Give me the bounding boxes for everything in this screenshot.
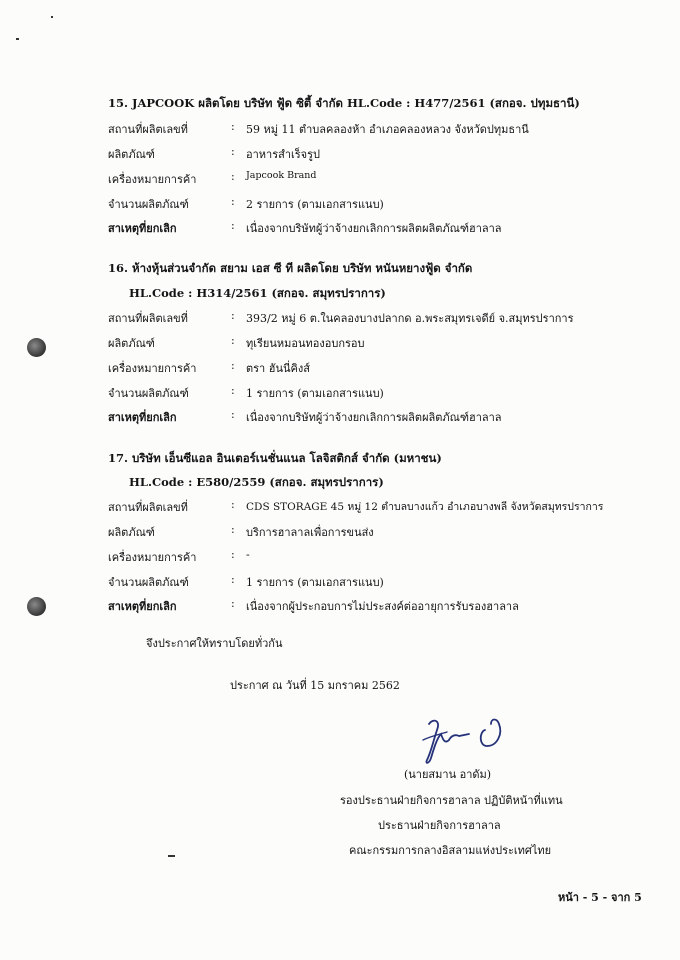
field-label: สาเหตุที่ยกเลิก bbox=[108, 600, 177, 613]
item-17-row-count bbox=[108, 573, 668, 589]
field-value: 393/2 หมู่ 6 ต.ในคลองบางปลากด อ.พระสมุทรเจดีย์ จ.สมุทรปราการ bbox=[246, 312, 574, 325]
signatory-position-1: รองประธานฝ่ายกิจการฮาลาล ปฏิบัติหน้าที่แทน bbox=[340, 794, 563, 807]
item-15-row-trademark bbox=[108, 170, 668, 186]
field-colon: : bbox=[231, 548, 235, 561]
closing-statement: จึงประกาศให้ทราบโดยทั่วกัน bbox=[146, 637, 283, 650]
scan-speck bbox=[51, 16, 53, 18]
field-label: ผลิตภัณฑ์ bbox=[108, 337, 155, 350]
field-label: ผลิตภัณฑ์ bbox=[108, 148, 155, 161]
field-label: เครื่องหมายการค้า bbox=[108, 173, 197, 186]
field-colon: : bbox=[231, 145, 235, 158]
signatory-name: (นายสมาน อาดัม) bbox=[404, 768, 492, 781]
field-value: - bbox=[246, 548, 250, 561]
item-16-subheading: HL.Code : H314/2561 (สกอจ. สมุทรปราการ) bbox=[129, 286, 386, 300]
item-16-row-reason bbox=[108, 408, 668, 424]
field-colon: : bbox=[231, 219, 235, 232]
signatory-organization: คณะกรรมการกลางอิสลามแห่งประเทศไทย bbox=[349, 844, 552, 857]
signature bbox=[415, 710, 515, 766]
field-value: เนื่องจากบริษัทผู้ว่าจ้างยกเลิกการผลิตผลิตภัณฑ์ฮาลาล bbox=[246, 222, 502, 235]
field-value: 1 รายการ (ตามเอกสารแนบ) bbox=[246, 576, 384, 589]
scan-speck bbox=[168, 855, 175, 857]
field-value: เนื่องจากผู้ประกอบการไม่ประสงค์ต่ออายุการรับรองฮาลาล bbox=[246, 600, 519, 613]
field-value: 59 หมู่ 11 ตำบลคลองห้า อำเภอคลองหลวง จังหวัดปทุมธานี bbox=[246, 123, 529, 136]
signatory-position-2: ประธานฝ่ายกิจการฮาลาล bbox=[378, 819, 501, 832]
item-15-heading: 15. JAPCOOK ผลิตโดย บริษัท ฟู้ด ซิตี้ จำกัด HL.Code : H477/2561 (สกอจ. ปทุมธานี) bbox=[108, 96, 580, 110]
binder-hole-top bbox=[27, 338, 46, 357]
field-colon: : bbox=[231, 170, 235, 183]
field-value: บริการฮาลาลเพื่อการขนส่ง bbox=[246, 526, 374, 539]
item-16-row-count bbox=[108, 384, 668, 400]
page-number: หน้า - 5 - จาก 5 bbox=[558, 891, 642, 904]
item-17-row-product bbox=[108, 523, 668, 539]
field-label: สถานที่ผลิตเลขที่ bbox=[108, 123, 188, 136]
field-colon: : bbox=[231, 597, 235, 610]
item-17-row-reason bbox=[108, 597, 668, 613]
field-label: สาเหตุที่ยกเลิก bbox=[108, 222, 177, 235]
field-label: สถานที่ผลิตเลขที่ bbox=[108, 501, 188, 514]
announcement-date: ประกาศ ณ วันที่ 15 มกราคม 2562 bbox=[230, 679, 400, 692]
field-colon: : bbox=[231, 309, 235, 322]
field-colon: : bbox=[231, 195, 235, 208]
field-label: จำนวนผลิตภัณฑ์ bbox=[108, 576, 189, 589]
item-16-row-product bbox=[108, 334, 668, 350]
item-15-row-reason bbox=[108, 219, 668, 235]
item-17-subheading: HL.Code : E580/2559 (สกอจ. สมุทรปราการ) bbox=[129, 475, 384, 489]
item-17-heading: 17. บริษัท เอ็นซีแอล อินเตอร์เนชั่นแนล โลจิสติกส์ จำกัด (มหาชน) bbox=[108, 451, 442, 465]
field-value: 1 รายการ (ตามเอกสารแนบ) bbox=[246, 387, 384, 400]
item-15-row-location bbox=[108, 120, 668, 136]
field-colon: : bbox=[231, 573, 235, 586]
item-17-row-trademark bbox=[108, 548, 668, 564]
field-value: 2 รายการ (ตามเอกสารแนบ) bbox=[246, 198, 384, 211]
binder-hole-bottom bbox=[27, 597, 46, 616]
field-label: ผลิตภัณฑ์ bbox=[108, 526, 155, 539]
item-15-row-product bbox=[108, 145, 668, 161]
field-colon: : bbox=[231, 120, 235, 133]
field-label: สถานที่ผลิตเลขที่ bbox=[108, 312, 188, 325]
field-label: จำนวนผลิตภัณฑ์ bbox=[108, 387, 189, 400]
item-16-heading: 16. ห้างหุ้นส่วนจำกัด สยาม เอส ซี ที ผลิตโดย บริษัท หนันหยางฟู้ด จำกัด bbox=[108, 261, 473, 275]
field-colon: : bbox=[231, 408, 235, 421]
item-17-row-location bbox=[108, 498, 668, 514]
field-value: อาหารสำเร็จรูป bbox=[246, 148, 321, 161]
field-label: เครื่องหมายการค้า bbox=[108, 362, 197, 375]
field-label: เครื่องหมายการค้า bbox=[108, 551, 197, 564]
field-value: ทุเรียนหมอนทองอบกรอบ bbox=[246, 337, 365, 350]
item-16-row-location bbox=[108, 309, 668, 325]
item-15-row-count bbox=[108, 195, 668, 211]
field-colon: : bbox=[231, 523, 235, 536]
field-colon: : bbox=[231, 384, 235, 397]
field-label: สาเหตุที่ยกเลิก bbox=[108, 411, 177, 424]
field-value: เนื่องจากบริษัทผู้ว่าจ้างยกเลิกการผลิตผลิตภัณฑ์ฮาลาล bbox=[246, 411, 502, 424]
field-value: Japcook Brand bbox=[246, 170, 317, 181]
field-label: จำนวนผลิตภัณฑ์ bbox=[108, 198, 189, 211]
scan-speck bbox=[16, 38, 19, 40]
field-colon: : bbox=[231, 359, 235, 372]
field-colon: : bbox=[231, 334, 235, 347]
field-value: CDS STORAGE 45 หมู่ 12 ตำบลบางแก้ว อำเภอบางพลี จังหวัดสมุทรปราการ bbox=[246, 501, 604, 513]
item-16-row-trademark bbox=[108, 359, 668, 375]
field-colon: : bbox=[231, 498, 235, 511]
field-value: ตรา ฮันนี่คิงส์ bbox=[246, 362, 310, 375]
